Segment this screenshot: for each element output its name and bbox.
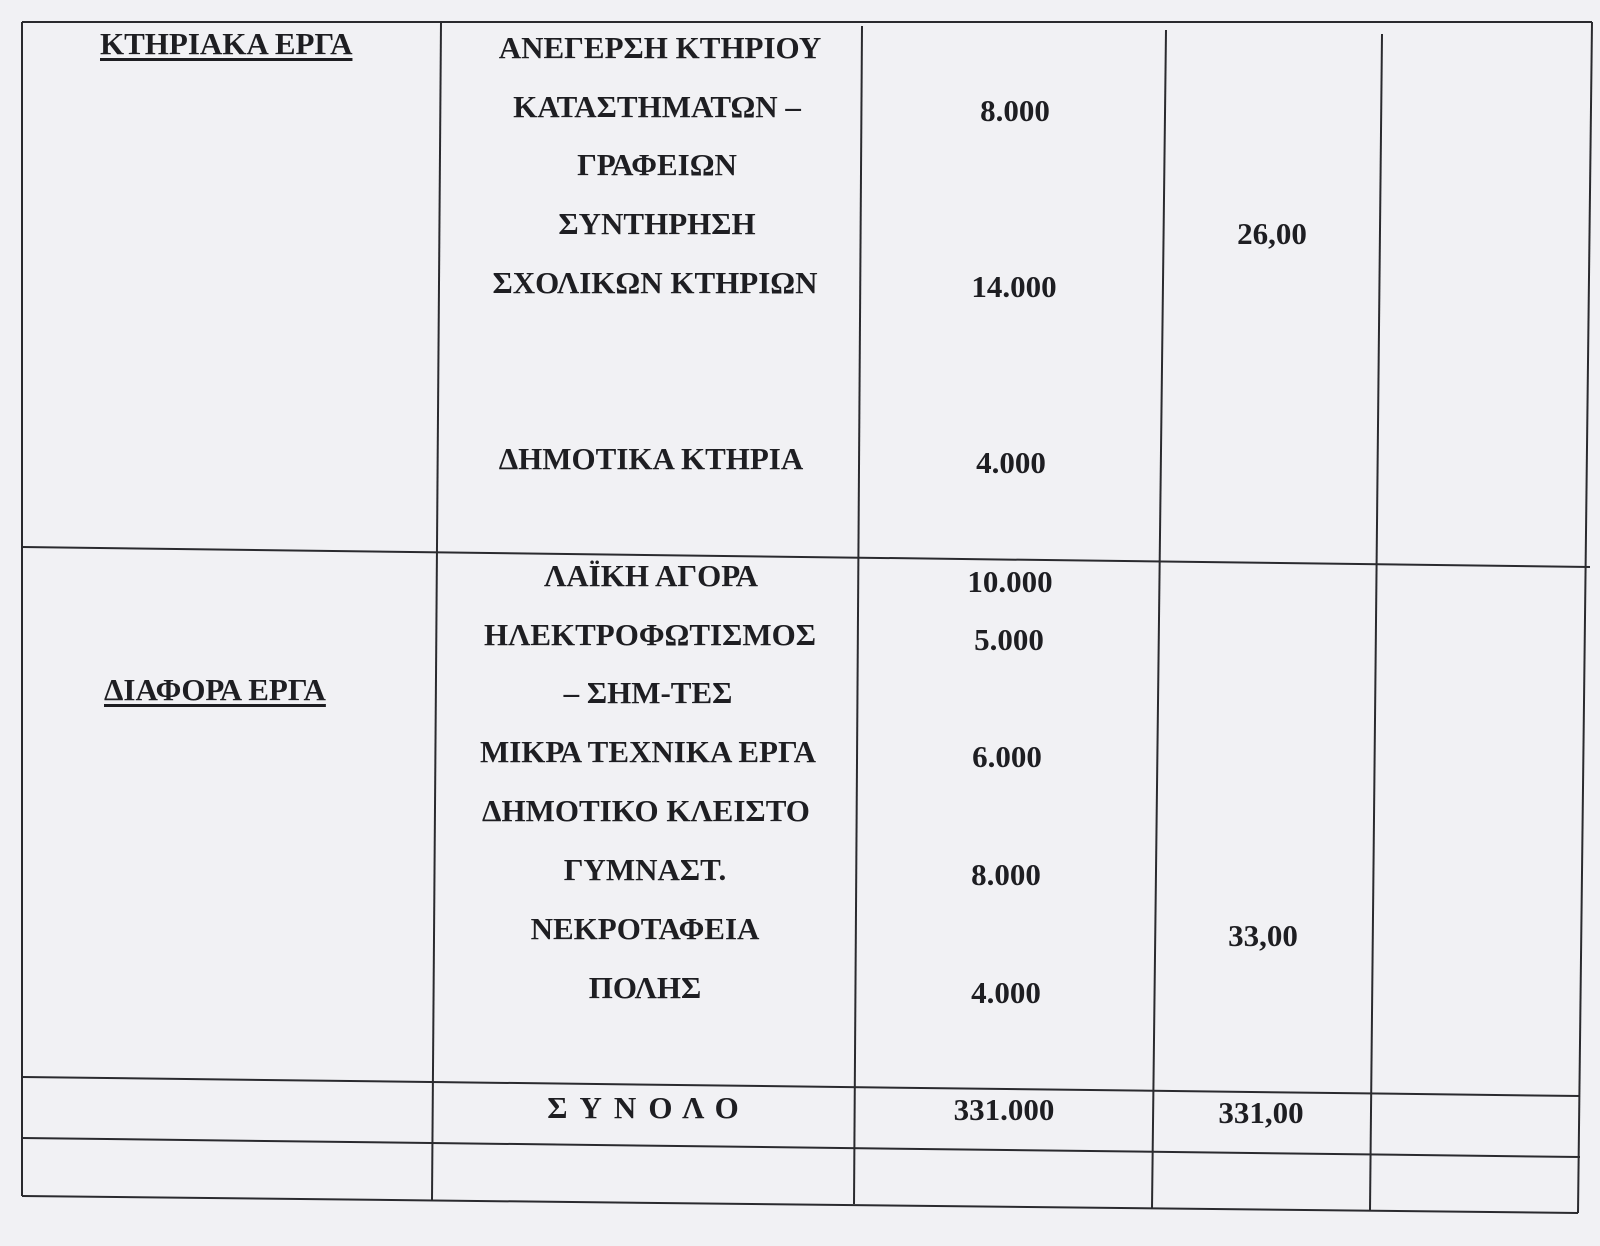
item-line: – ΣΗΜ-ΤΕΣ: [563, 675, 733, 710]
table-border-bottom: [22, 1196, 1578, 1213]
column-separator-1: [432, 22, 441, 1200]
item-line: ΓΥΜΝΑΣΤ.: [563, 852, 727, 887]
item-line: ΓΡΑΦΕΙΩΝ: [577, 147, 737, 182]
total-sum: 331,00: [1218, 1095, 1304, 1130]
item-amount: 4.000: [971, 975, 1041, 1010]
item-line: ΜΙΚΡΑ ΤΕΧΝΙΚΑ ΕΡΓΑ: [479, 734, 817, 769]
column-separator-3: [1152, 30, 1166, 1208]
item-line: ΑΝΕΓΕΡΣΗ ΚΤΗΡΙΟΥ: [498, 30, 822, 65]
category-label-various-works: ΔΙΑΦΟΡΑ ΕΡΓΑ: [104, 672, 326, 707]
item-line: ΚΑΤΑΣΤΗΜΑΤΩΝ –: [513, 89, 801, 124]
category-label-building-works: ΚΤΗΡΙΑΚΑ ΕΡΓΑ: [100, 26, 353, 61]
total-label: ΣΥΝΟΛΟ: [547, 1090, 751, 1125]
item-amount: 8.000: [980, 93, 1050, 128]
item-amount: 4.000: [976, 445, 1046, 480]
section-total: 33,00: [1228, 918, 1298, 953]
item-line: ΠΟΛΗΣ: [588, 970, 702, 1005]
table-border-right: [1578, 22, 1592, 1213]
item-line: ΗΛΕΚΤΡΟΦΩΤΙΣΜΟΣ: [483, 617, 817, 652]
item-amount: 5.000: [974, 622, 1044, 657]
item-line: ΣΥΝΤΗΡΗΣΗ: [558, 206, 756, 241]
item-amount: 10.000: [967, 564, 1053, 599]
item-line: ΝΕΚΡΟΤΑΦΕΙΑ: [530, 911, 760, 946]
item-amount: 14.000: [971, 269, 1057, 304]
item-amount: 8.000: [971, 857, 1041, 892]
item-line: ΛΑΪΚΗ ΑΓΟΡΑ: [544, 558, 758, 593]
item-amount: 6.000: [972, 739, 1042, 774]
total-amount: 331.000: [953, 1092, 1055, 1127]
item-line: ΔΗΜΟΤΙΚΟ ΚΛΕΙΣΤΟ: [482, 793, 810, 828]
item-line: ΣΧΟΛΙΚΩΝ ΚΤΗΡΙΩΝ: [492, 265, 818, 300]
section-total: 26,00: [1237, 216, 1307, 251]
item-line: ΔΗΜΟΤΙΚΑ ΚΤΗΡΙΑ: [498, 441, 804, 476]
